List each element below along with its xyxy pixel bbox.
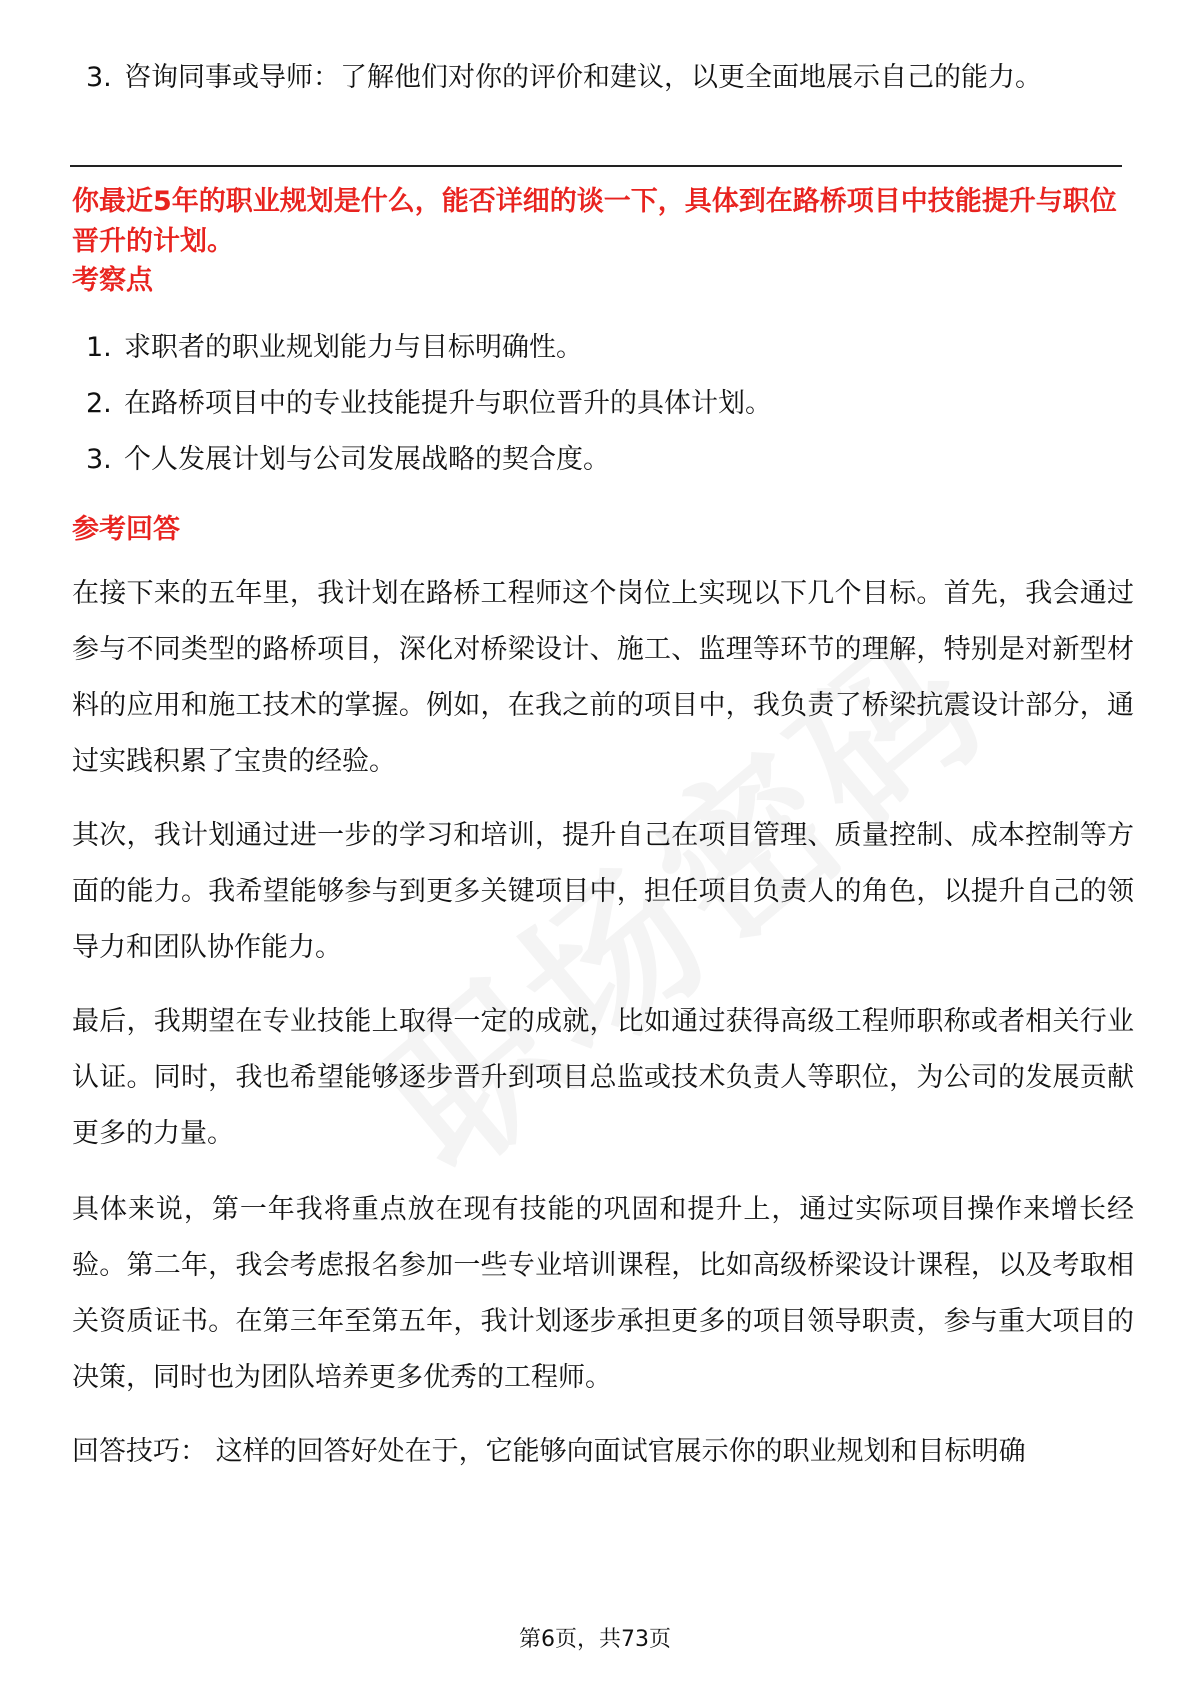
section-divider bbox=[70, 165, 1122, 167]
points-label: 考察点 bbox=[72, 265, 153, 296]
list-item-text: 咨询同事或导师：了解他们对你的评价和建议，以更全面地展示自己的能力。 bbox=[124, 62, 1042, 93]
page-footer: 第6页，共73页 bbox=[519, 1627, 671, 1652]
list-item-number: 3. bbox=[86, 444, 112, 475]
answer-paragraph: 具体来说，第一年我将重点放在现有技能的巩固和提升上，通过实际项目操作来增长经验。第二年，我会考虑报名参加一些专业培训课程，比如高级桥梁设计课程，以及考取相关资质证书。在第三年至第五年，我计划逐步承担更多的项目领导职责，参与重大项目的决策，同时也为团队培养更多优秀的工程师。 bbox=[72, 1194, 1134, 1393]
list-item-number: 3. bbox=[86, 62, 112, 93]
list-item bbox=[86, 320, 772, 376]
points-list bbox=[86, 320, 772, 488]
list-item bbox=[86, 376, 772, 432]
answer-paragraph: 其次，我计划通过进一步的学习和培训，提升自己在项目管理、质量控制、成本控制等方面的能力。我希望能够参与到更多关键项目中，担任项目负责人的角色，以提升自己的领导力和团队协作能力。 bbox=[72, 820, 1134, 963]
list-item bbox=[86, 50, 1042, 106]
top-list bbox=[86, 50, 1042, 106]
list-item-text: 个人发展计划与公司发展战略的契合度。 bbox=[124, 444, 610, 475]
list-item-text: 求职者的职业规划能力与目标明确性。 bbox=[124, 332, 583, 363]
list-item-number: 2. bbox=[86, 388, 112, 419]
answer-paragraph: 最后，我期望在专业技能上取得一定的成就，比如通过获得高级工程师职称或者相关行业认证。同时，我也希望能够逐步晋升到项目总监或技术负责人等职位，为公司的发展贡献更多的力量。 bbox=[72, 1006, 1134, 1149]
list-item-number: 1. bbox=[86, 332, 112, 363]
answer-label: 参考回答 bbox=[72, 514, 180, 545]
answer-paragraph: 在接下来的五年里，我计划在路桥工程师这个岗位上实现以下几个目标。首先，我会通过参与不同类型的路桥项目，深化对桥梁设计、施工、监理等环节的理解，特别是对新型材料的应用和施工技术的掌握。例如，在我之前的项目中，我负责了桥梁抗震设计部分，通过实践积累了宝贵的经验。 bbox=[72, 578, 1134, 777]
answer-tip: 回答技巧： 这样的回答好处在于，它能够向面试官展示你的职业规划和目标明确 bbox=[72, 1436, 1026, 1467]
list-item-text: 在路桥项目中的专业技能提升与职位晋升的具体计划。 bbox=[124, 388, 772, 419]
question-heading: 你最近5年的职业规划是什么，能否详细的谈一下，具体到在路桥项目中技能提升与职位晋升的计划。 bbox=[72, 186, 1117, 257]
list-item bbox=[86, 432, 772, 488]
